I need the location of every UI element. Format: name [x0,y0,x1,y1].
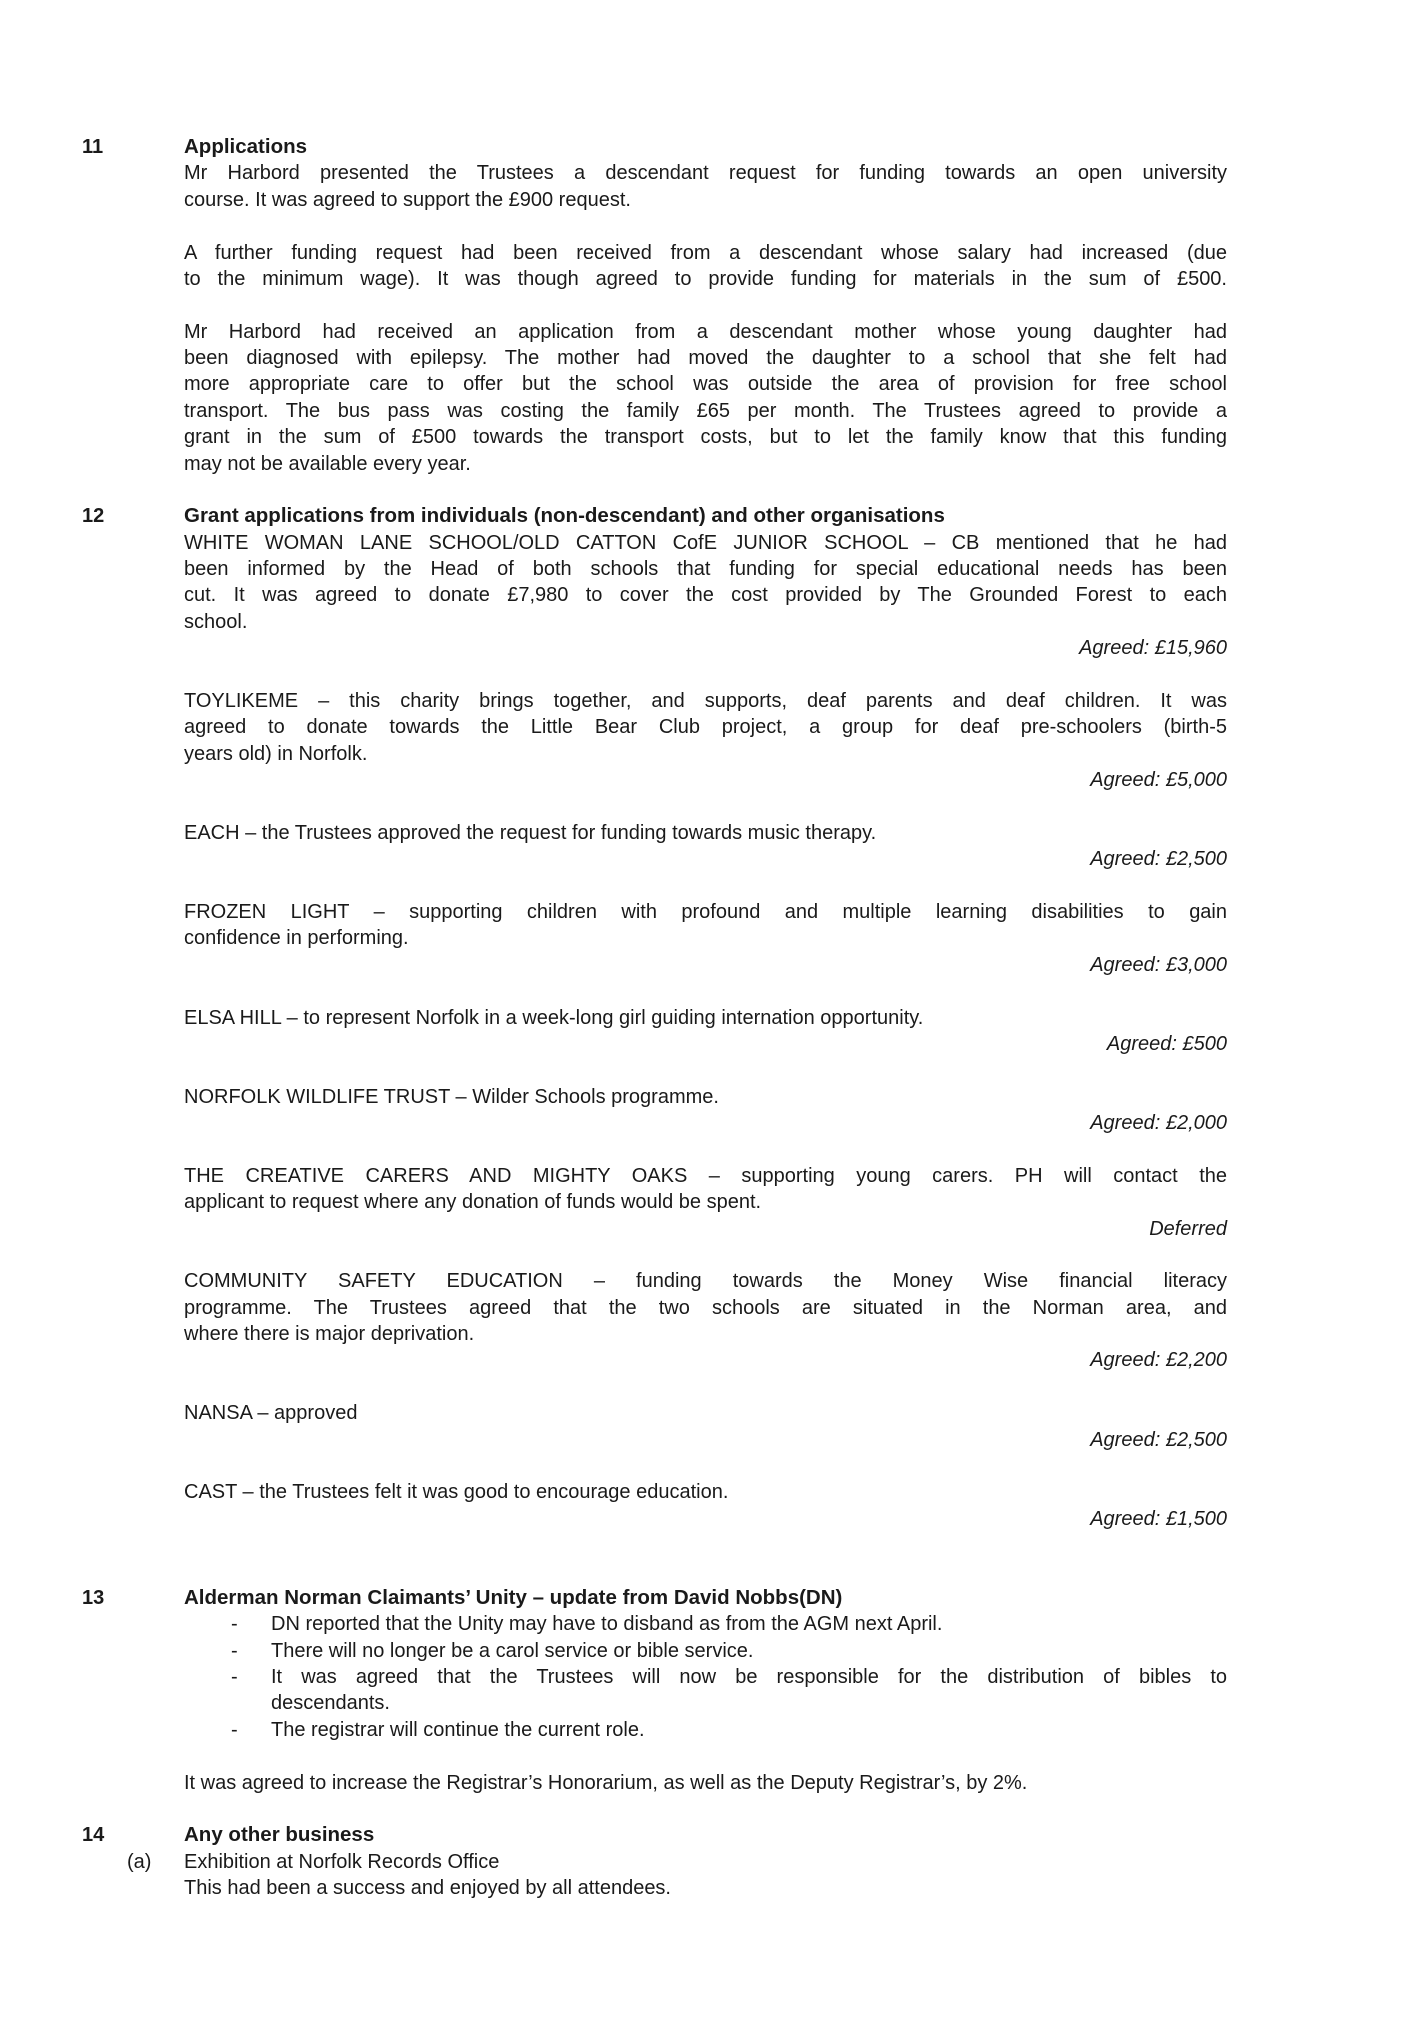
bullet-text: descendants. [271,1692,390,1715]
section-note: It was agreed to increase the Registrar’s Honorarium, as well as the Deputy Registrar’s, by 2%. [184,1771,1028,1794]
grant-line: confidence in performing. [184,927,409,950]
section-title: Any other business [184,1823,375,1847]
sub-item-label: (a) [127,1850,152,1873]
bullet-text: DN reported that the Unity may have to disband as from the AGM next April. [271,1613,943,1636]
bullet-dash-icon: - [231,1613,238,1636]
grant-outcome: Agreed: £2,500 [1090,848,1227,871]
grant-line: CAST – the Trustees felt it was good to encourage education. [184,1481,729,1504]
grant-outcome: Agreed: £2,500 [1090,1428,1227,1451]
grant-line: EACH – the Trustees approved the request for funding towards music therapy. [184,821,877,844]
grant-line: been informed by the Head of both schools that funding for special educational needs has been [184,558,1227,581]
bullet-dash-icon: - [231,1666,238,1689]
sub-item-title: Exhibition at Norfolk Records Office [184,1850,500,1873]
grant-line: years old) in Norfolk. [184,742,368,765]
paragraph-line: to the minimum wage). It was though agreed to provide funding for materials in the sum of £500. [184,267,1227,290]
paragraph-line: Mr Harbord presented the Trustees a descendant request for funding towards an open university [184,162,1227,185]
paragraph-line: transport. The bus pass was costing the family £65 per month. The Trustees agreed to provide a [184,399,1227,422]
sub-item-text: This had been a success and enjoyed by all attendees. [184,1877,671,1900]
section-title: Grant applications from individuals (non-descendant) and other organisations [184,504,945,528]
grant-outcome: Agreed: £5,000 [1090,769,1227,792]
grant-outcome: Agreed: £1,500 [1090,1507,1227,1530]
paragraph-line: A further funding request had been received from a descendant whose salary had increased (due [184,241,1227,264]
section-number: 11 [82,136,104,158]
grant-line: NANSA – approved [184,1402,358,1425]
paragraph-line: Mr Harbord had received an application from a descendant mother whose young daughter had [184,320,1227,343]
paragraph-line: more appropriate care to offer but the school was outside the area of provision for free school [184,373,1227,396]
section-number: 12 [82,505,105,528]
bullet-text: There will no longer be a carol service or bible service. [271,1639,754,1662]
paragraph-line: been diagnosed with epilepsy. The mother had moved the daughter to a school that she felt had [184,347,1227,370]
paragraph-line: course. It was agreed to support the £900 request. [184,188,631,211]
paragraph-line: grant in the sum of £500 towards the transport costs, but to let the family know that this funding [184,426,1227,449]
grant-outcome: Agreed: £3,000 [1090,953,1227,976]
section-title: Alderman Norman Claimants’ Unity – update from David Nobbs(DN) [184,1585,843,1609]
grant-line: NORFOLK WILDLIFE TRUST – Wilder Schools programme. [184,1085,719,1108]
grant-line: WHITE WOMAN LANE SCHOOL/OLD CATTON CofE JUNIOR SCHOOL – CB mentioned that he had [184,531,1227,554]
grant-outcome: Deferred [1149,1217,1227,1240]
grant-outcome: Agreed: £2,000 [1090,1112,1227,1135]
bullet-dash-icon: - [231,1639,238,1662]
bullet-dash-icon: - [231,1718,238,1741]
bullet-text: It was agreed that the Trustees will now be responsible for the distribution of bibles to [271,1666,1227,1689]
section-number: 13 [82,1586,105,1609]
grant-outcome: Agreed: £15,960 [1079,637,1227,660]
grant-line: COMMUNITY SAFETY EDUCATION – funding towards the Money Wise financial literacy [184,1270,1227,1293]
grant-line: ELSA HILL – to represent Norfolk in a week-long girl guiding internation opportunity. [184,1006,924,1029]
grant-line: where there is major deprivation. [184,1323,475,1346]
bullet-text: The registrar will continue the current role. [271,1718,645,1741]
section-title: Applications [184,135,308,158]
paragraph-line: may not be available every year. [184,452,471,475]
grant-outcome: Agreed: £500 [1106,1032,1227,1055]
grant-line: TOYLIKEME – this charity brings together, and supports, deaf parents and deaf children. It was [184,689,1227,712]
grant-line: THE CREATIVE CARERS AND MIGHTY OAKS – supporting young carers. PH will contact the [184,1164,1227,1187]
grant-line: programme. The Trustees agreed that the two schools are situated in the Norman area, and [184,1296,1227,1319]
grant-outcome: Agreed: £2,200 [1090,1349,1227,1372]
grant-line: FROZEN LIGHT – supporting children with profound and multiple learning disabilities to gain [184,901,1227,924]
grant-line: cut. It was agreed to donate £7,980 to cover the cost provided by The Grounded Forest to each [184,584,1227,607]
section-number: 14 [82,1824,105,1847]
grant-line: applicant to request where any donation of funds would be spent. [184,1191,762,1214]
grant-line: school. [184,610,248,633]
grant-line: agreed to donate towards the Little Bear Club project, a group for deaf pre-schoolers (birth-5 [184,716,1227,739]
